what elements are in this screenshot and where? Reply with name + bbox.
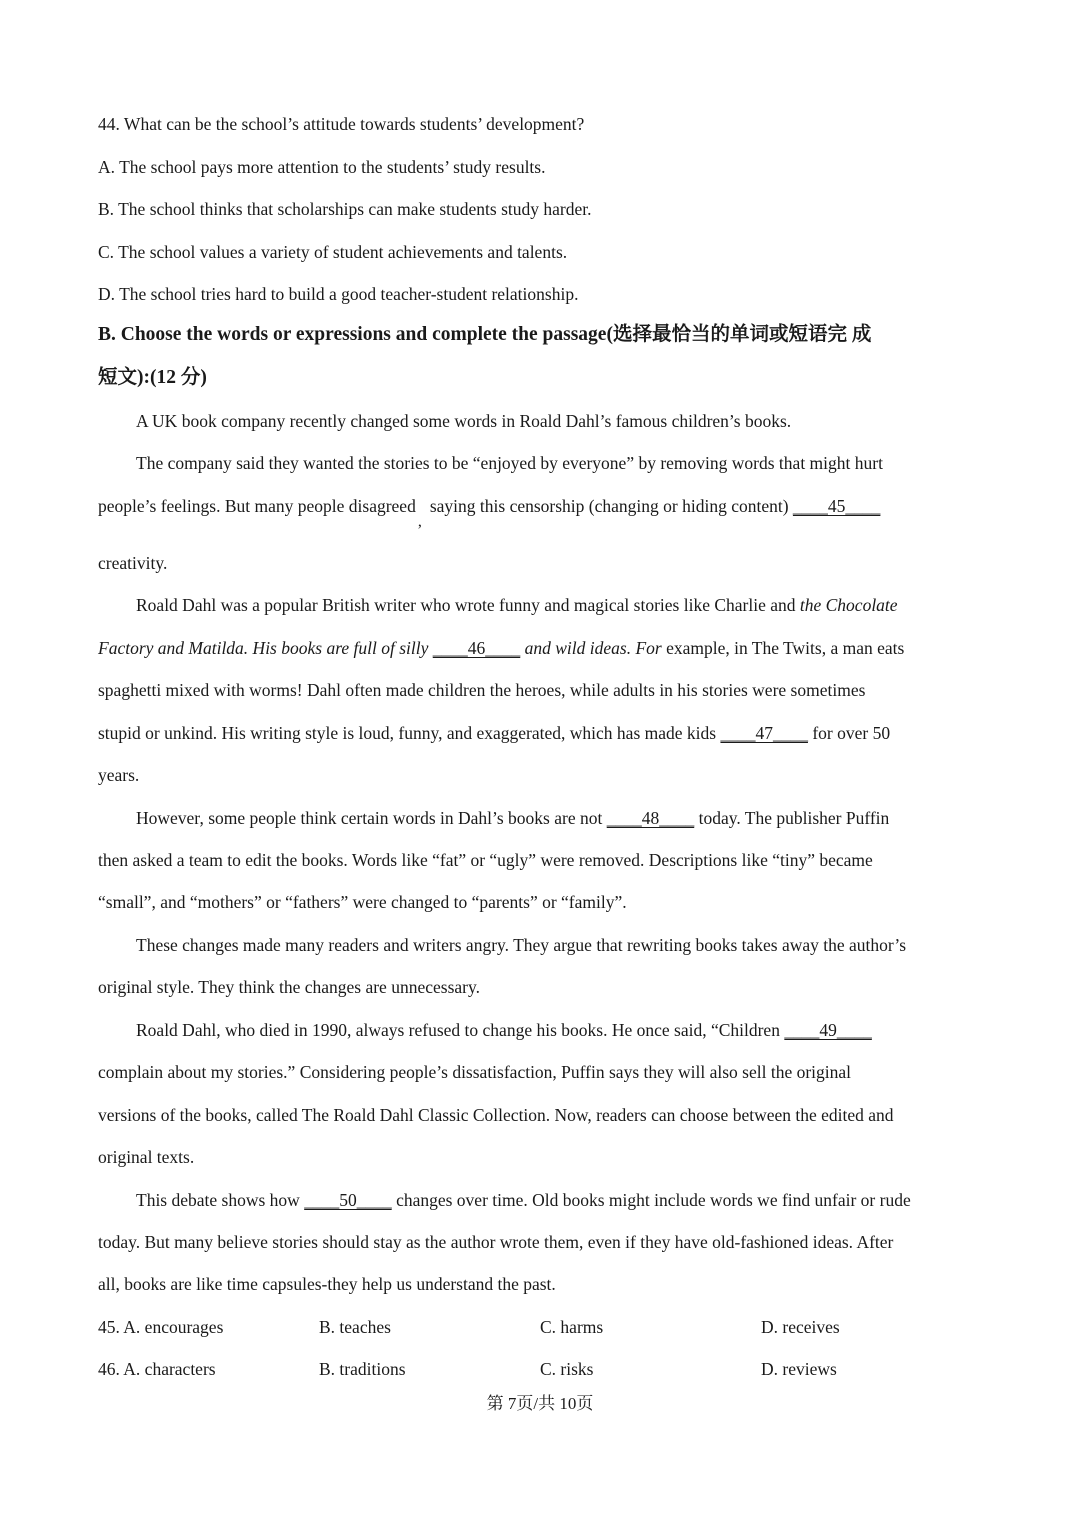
- passage-paragraph-6-line: versions of the books, called The Roald Dahl Classic Collection. Now, readers can choose between the edited and: [98, 1105, 894, 1125]
- passage-paragraph-6-end: original texts.: [98, 1147, 195, 1167]
- passage-paragraph-6-line: complain about my stories.” Considering people’s dissatisfaction, Puffin says they will also sell the original: [98, 1062, 852, 1082]
- q46-option-c: C. risks: [540, 1359, 594, 1379]
- italic-text: the Chocolate: [799, 595, 898, 615]
- italic-text: Factory and Matilda. His books are full of silly: [98, 638, 429, 658]
- text-span: saying this censorship (changing or hiding content): [429, 496, 789, 516]
- blank-48: ____48____: [606, 808, 695, 828]
- section-b-title: B. Choose the words or expressions and complete the passage(选择最恰当的单词或短语完 成: [98, 324, 872, 345]
- text-span: Roald Dahl, who died in 1990, always refused to change his books. He once said, “Children: [136, 1020, 780, 1040]
- text-span: today. The publisher Puffin: [698, 808, 890, 828]
- q44-option-a: A. The school pays more attention to the students’ study results.: [98, 157, 546, 177]
- passage-paragraph-7: [136, 1188, 911, 1212]
- passage-paragraph-3: [136, 593, 898, 617]
- q44-option-c: C. The school values a variety of student achievements and talents.: [98, 242, 568, 262]
- passage-paragraph-3-line: [98, 721, 890, 745]
- italic-text: and wild ideas. For: [524, 638, 662, 658]
- passage-paragraph-2-end: creativity.: [98, 553, 168, 573]
- passage-paragraph-4: [136, 806, 889, 830]
- passage-paragraph-1: A UK book company recently changed some words in Roald Dahl’s famous children’s books.: [136, 411, 792, 431]
- question-44: 44. What can be the school’s attitude towards students’ development?: [98, 114, 585, 134]
- passage-paragraph-4-end: “small”, and “mothers” or “fathers” were changed to “parents” or “family”.: [98, 892, 627, 912]
- passage-paragraph-5: These changes made many readers and writers angry. They argue that rewriting books takes away the author’s: [136, 935, 907, 955]
- passage-paragraph-4-line: then asked a team to edit the books. Words like “fat” or “ugly” were removed. Descriptions like “tiny” became: [98, 850, 873, 870]
- passage-paragraph-2-line: [98, 494, 881, 530]
- q44-option-d: D. The school tries hard to build a good teacher-student relationship.: [98, 284, 579, 304]
- text-span: Roald Dahl was a popular British writer who wrote funny and magical stories like Charlie and: [136, 595, 796, 615]
- blank-49: ____49____: [784, 1020, 872, 1040]
- text-span: for over 50: [812, 723, 891, 743]
- passage-paragraph-3-line: [98, 636, 904, 660]
- q46-option-a: 46. A. characters: [98, 1359, 216, 1379]
- q45-option-c: C. harms: [540, 1317, 604, 1337]
- blank-47: ____47____: [720, 723, 808, 743]
- passage-paragraph-7-end: all, books are like time capsules-they help us understand the past.: [98, 1274, 556, 1294]
- q45-option-d: D. receives: [761, 1317, 840, 1337]
- text-span: stupid or unkind. His writing style is loud, funny, and exaggerated, which has made kids: [98, 723, 717, 743]
- passage-paragraph-6: [136, 1018, 872, 1042]
- passage-paragraph-2: The company said they wanted the stories to be “enjoyed by everyone” by removing words that might hurt: [136, 453, 883, 473]
- blank-46: ____46____: [432, 638, 521, 658]
- q44-option-b: B. The school thinks that scholarships can make students study harder.: [98, 199, 592, 219]
- q45-option-b: B. teaches: [319, 1317, 391, 1337]
- passage-paragraph-3-line: spaghetti mixed with worms! Dahl often made children the heroes, while adults in his stories were sometimes: [98, 680, 866, 700]
- blank-45: ____45____: [792, 496, 881, 516]
- page-number: 第 7页/共 10页: [486, 1394, 594, 1413]
- blank-50: ____50____: [304, 1190, 392, 1210]
- comma: ,: [417, 513, 422, 530]
- text-span: This debate shows how: [136, 1190, 300, 1210]
- q46-option-d: D. reviews: [761, 1359, 837, 1379]
- text-span: people’s feelings. But many people disagreed: [98, 496, 416, 516]
- q45-option-a: 45. A. encourages: [98, 1317, 224, 1337]
- text-span: However, some people think certain words in Dahl’s books are not: [136, 808, 603, 828]
- passage-paragraph-5-end: original style. They think the changes are unnecessary.: [98, 977, 480, 997]
- text-span: example, in The Twits, a man eats: [666, 638, 905, 658]
- section-b-title-cont: 短文):(12 分): [98, 367, 207, 388]
- q46-option-b: B. traditions: [319, 1359, 406, 1379]
- text-span: changes over time. Old books might include words we find unfair or rude: [396, 1190, 911, 1210]
- passage-paragraph-3-end: years.: [98, 765, 140, 785]
- passage-paragraph-7-line: today. But many believe stories should stay as the author wrote them, even if they have old-fashioned ideas. After: [98, 1232, 894, 1252]
